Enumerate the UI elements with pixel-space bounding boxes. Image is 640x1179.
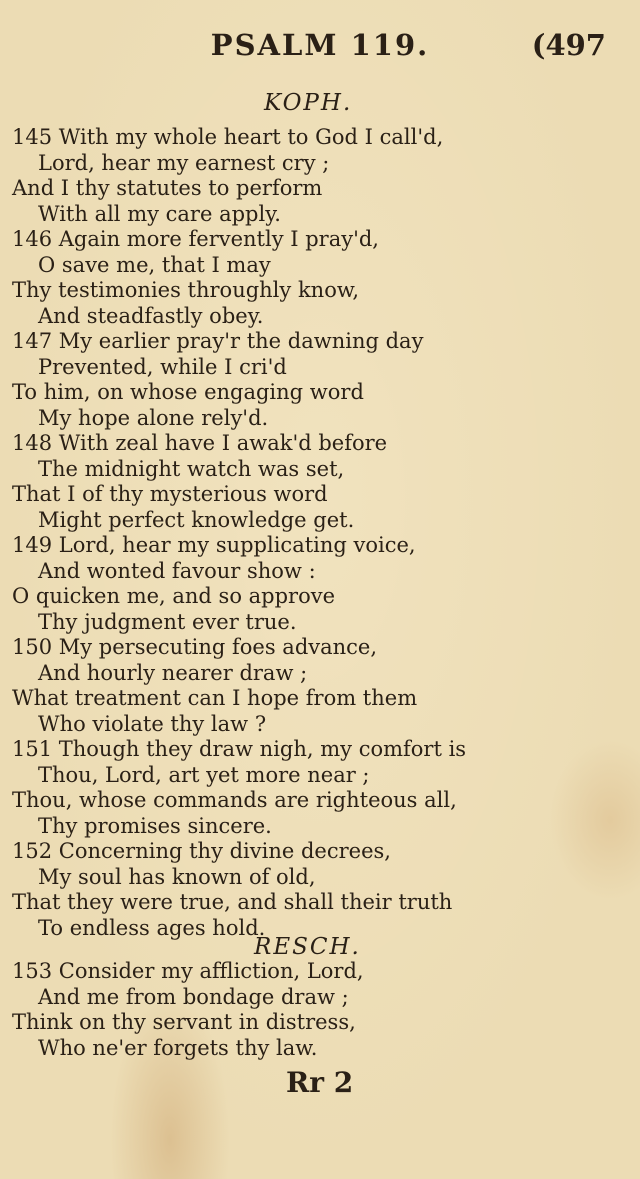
- verse-line: My soul has known of old,: [38, 864, 316, 889]
- running-title: PSALM 119.: [210, 28, 430, 62]
- verse-line: Thy testimonies throughly know,: [12, 278, 359, 302]
- verse-line: And I thy statutes to perform: [12, 176, 323, 200]
- verse-line: Might perfect knowledge get.: [38, 507, 355, 532]
- verse-line: O save me, that I may: [38, 252, 271, 277]
- verse-line: 151 Though they draw nigh, my comfort is: [12, 737, 467, 761]
- verse-line: 146 Again more fervently I pray'd,: [12, 227, 379, 251]
- verse-line: To endless ages hold.: [38, 915, 266, 940]
- verse-line: And wonted favour show :: [38, 558, 316, 583]
- verse-text-resch: [12, 959, 632, 1061]
- verse-line: That they were true, and shall their truth: [12, 890, 453, 914]
- verse-line: 153 Consider my affliction, Lord,: [12, 959, 364, 983]
- verse-line: Lord, hear my earnest cry ;: [38, 150, 330, 175]
- verse-line: 152 Concerning thy divine decrees,: [12, 839, 391, 863]
- signature-mark: Rr 2: [286, 1066, 354, 1099]
- verse-line: Thy judgment ever true.: [38, 609, 297, 634]
- section-heading-resch: RESCH.: [254, 934, 361, 960]
- verse-line: Who violate thy law ?: [38, 711, 267, 736]
- verse-line: 148 With zeal have I awak'd before: [12, 431, 388, 455]
- verse-line: What treatment can I hope from them: [12, 686, 418, 710]
- verse-line: To him, on whose engaging word: [12, 380, 364, 404]
- verse-line: Thy promises sincere.: [38, 813, 272, 838]
- verse-line: 147 My earlier pray'r the dawning day: [12, 329, 424, 353]
- verse-line: Think on thy servant in distress,: [12, 1010, 356, 1034]
- verse-line: O quicken me, and so approve: [12, 584, 336, 608]
- verse-line: The midnight watch was set,: [38, 456, 345, 481]
- verse-line: Prevented, while I cri'd: [38, 354, 287, 379]
- verse-line: Thou, whose commands are righteous all,: [12, 788, 457, 812]
- page-number: (497: [531, 28, 606, 62]
- verse-line: And hourly nearer draw ;: [38, 660, 308, 685]
- verse-line: And me from bondage draw ;: [38, 984, 349, 1009]
- verse-line: Thou, Lord, art yet more near ;: [38, 762, 370, 787]
- verse-line: 150 My persecuting foes advance,: [12, 635, 378, 659]
- verse-line: With all my care apply.: [38, 201, 281, 226]
- verse-line: 149 Lord, hear my supplicating voice,: [12, 533, 416, 557]
- verse-line: That I of thy mysterious word: [12, 482, 328, 506]
- verse-line: My hope alone rely'd.: [38, 405, 269, 430]
- verse-text: [12, 125, 632, 941]
- section-heading-koph: KOPH.: [264, 90, 353, 116]
- verse-line: 145 With my whole heart to God I call'd,: [12, 125, 444, 149]
- verse-line: And steadfastly obey.: [38, 303, 264, 328]
- verse-line: Who ne'er forgets thy law.: [38, 1035, 318, 1060]
